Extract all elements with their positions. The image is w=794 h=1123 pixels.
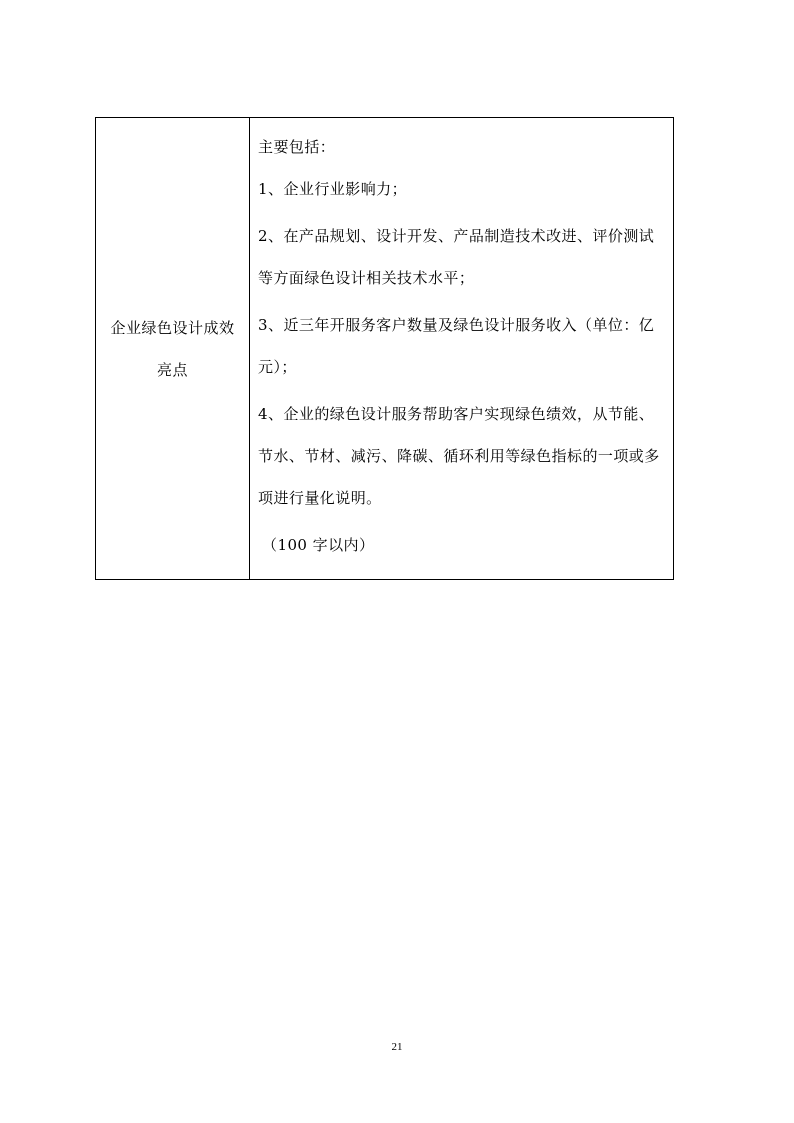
page-number: 21 [391,1041,403,1053]
list-item: 3、近三年开服务客户数量及绿色设计服务收入（单位：亿元）； [258,316,655,376]
highlights-form-table [95,117,674,580]
label-cell [96,118,250,580]
list-item: 1、企业行业影响力； [258,180,408,198]
content-cell [250,118,674,580]
list-item: 4、企业的绿色设计服务帮助客户实现绿色绩效，从节能、节水、节材、减污、降碳、循环利用等绿色指标的一项或多项进行量化说明。 [258,405,660,507]
row-label: 企业绿色设计成效亮点 [110,318,235,379]
intro-text: 主要包括： [258,138,336,156]
list-item: 2、在产品规划、设计开发、产品制造技术改进、评价测试等方面绿色设计相关技术水平； [258,227,655,287]
word-limit-note: （100 字以内） [262,536,375,554]
table-row [96,118,674,580]
